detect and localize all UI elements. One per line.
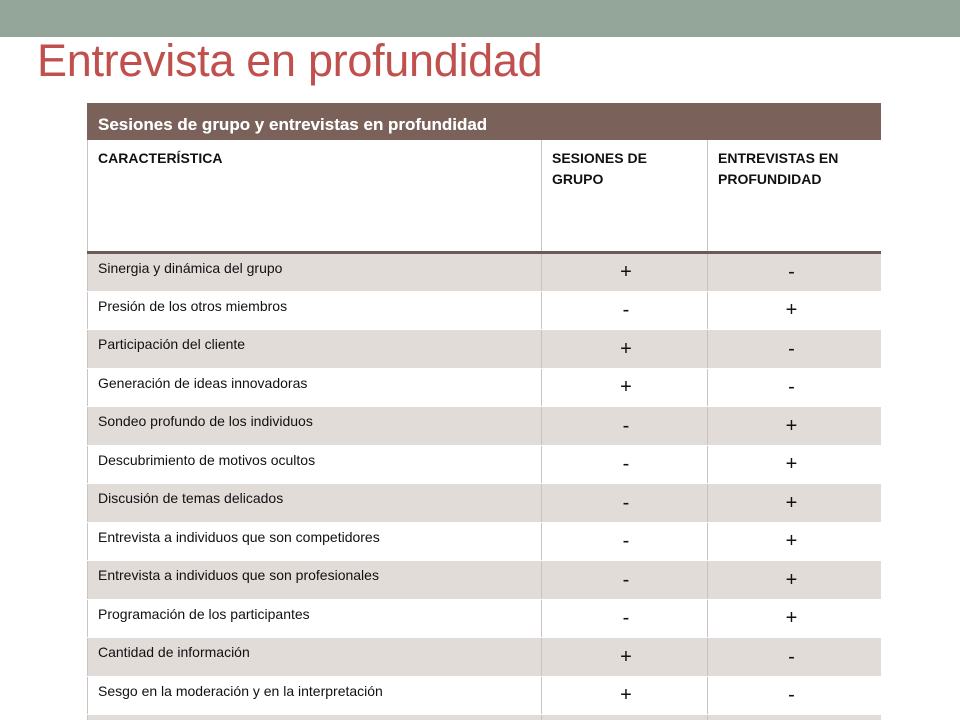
feature-cell: Discusión de temas delicados bbox=[88, 484, 542, 523]
group-sessions-mark: + bbox=[542, 253, 708, 292]
depth-interviews-mark: + bbox=[708, 291, 882, 330]
depth-interviews-mark: - bbox=[708, 368, 882, 407]
table-banner: Sesiones de grupo y entrevistas en profundidad bbox=[88, 104, 882, 140]
table-banner-row bbox=[88, 104, 882, 140]
feature-cell: Participación del cliente bbox=[88, 330, 542, 369]
table-row bbox=[88, 638, 882, 677]
group-sessions-mark: + bbox=[542, 368, 708, 407]
group-sessions-mark: + bbox=[542, 330, 708, 369]
feature-cell: Presión de los otros miembros bbox=[88, 291, 542, 330]
depth-interviews-mark: - bbox=[708, 330, 882, 369]
group-sessions-mark: - bbox=[542, 445, 708, 484]
table-row bbox=[88, 368, 882, 407]
header-depth-interviews: ENTREVISTAS EN PROFUNDIDAD bbox=[708, 140, 882, 253]
group-sessions-mark: - bbox=[542, 291, 708, 330]
depth-interviews-mark: + bbox=[708, 599, 882, 638]
depth-interviews-mark: + bbox=[708, 407, 882, 446]
depth-interviews-mark: + bbox=[708, 484, 882, 523]
depth-interviews-mark: - bbox=[708, 638, 882, 677]
feature-cell bbox=[88, 715, 542, 720]
table-row bbox=[88, 715, 882, 720]
table-row bbox=[88, 330, 882, 369]
comparison-table bbox=[87, 103, 881, 720]
depth-interviews-mark: + bbox=[708, 445, 882, 484]
feature-cell: Cantidad de información bbox=[88, 638, 542, 677]
table-row bbox=[88, 676, 882, 715]
group-sessions-mark: - bbox=[542, 522, 708, 561]
group-sessions-mark bbox=[542, 715, 708, 720]
table-row bbox=[88, 561, 882, 600]
group-sessions-mark: - bbox=[542, 561, 708, 600]
feature-cell: Sondeo profundo de los individuos bbox=[88, 407, 542, 446]
table-row bbox=[88, 445, 882, 484]
table-row bbox=[88, 522, 882, 561]
depth-interviews-mark: + bbox=[708, 561, 882, 600]
feature-cell: Generación de ideas innovadoras bbox=[88, 368, 542, 407]
feature-cell: Sinergia y dinámica del grupo bbox=[88, 253, 542, 292]
depth-interviews-mark: - bbox=[708, 676, 882, 715]
header-group-sessions: SESIONES DE GRUPO bbox=[542, 140, 708, 253]
feature-cell: Entrevista a individuos que son competidores bbox=[88, 522, 542, 561]
depth-interviews-mark bbox=[708, 715, 882, 720]
table-row bbox=[88, 253, 882, 292]
feature-cell: Programación de los participantes bbox=[88, 599, 542, 638]
table-row bbox=[88, 291, 882, 330]
group-sessions-mark: + bbox=[542, 676, 708, 715]
feature-cell: Entrevista a individuos que son profesionales bbox=[88, 561, 542, 600]
group-sessions-mark: - bbox=[542, 599, 708, 638]
table-row bbox=[88, 484, 882, 523]
depth-interviews-mark: - bbox=[708, 253, 882, 292]
table-header-row bbox=[88, 140, 882, 253]
slide-title: Entrevista en profundidad bbox=[37, 35, 543, 86]
depth-interviews-mark: + bbox=[708, 522, 882, 561]
table-body bbox=[88, 253, 882, 720]
table-row bbox=[88, 407, 882, 446]
table-row bbox=[88, 599, 882, 638]
group-sessions-mark: - bbox=[542, 484, 708, 523]
feature-cell: Sesgo en la moderación y en la interpretación bbox=[88, 676, 542, 715]
header-feature: CARACTERÍSTICA bbox=[88, 140, 542, 253]
group-sessions-mark: - bbox=[542, 407, 708, 446]
feature-cell: Descubrimiento de motivos ocultos bbox=[88, 445, 542, 484]
comparison-table-container bbox=[87, 103, 881, 720]
group-sessions-mark: + bbox=[542, 638, 708, 677]
